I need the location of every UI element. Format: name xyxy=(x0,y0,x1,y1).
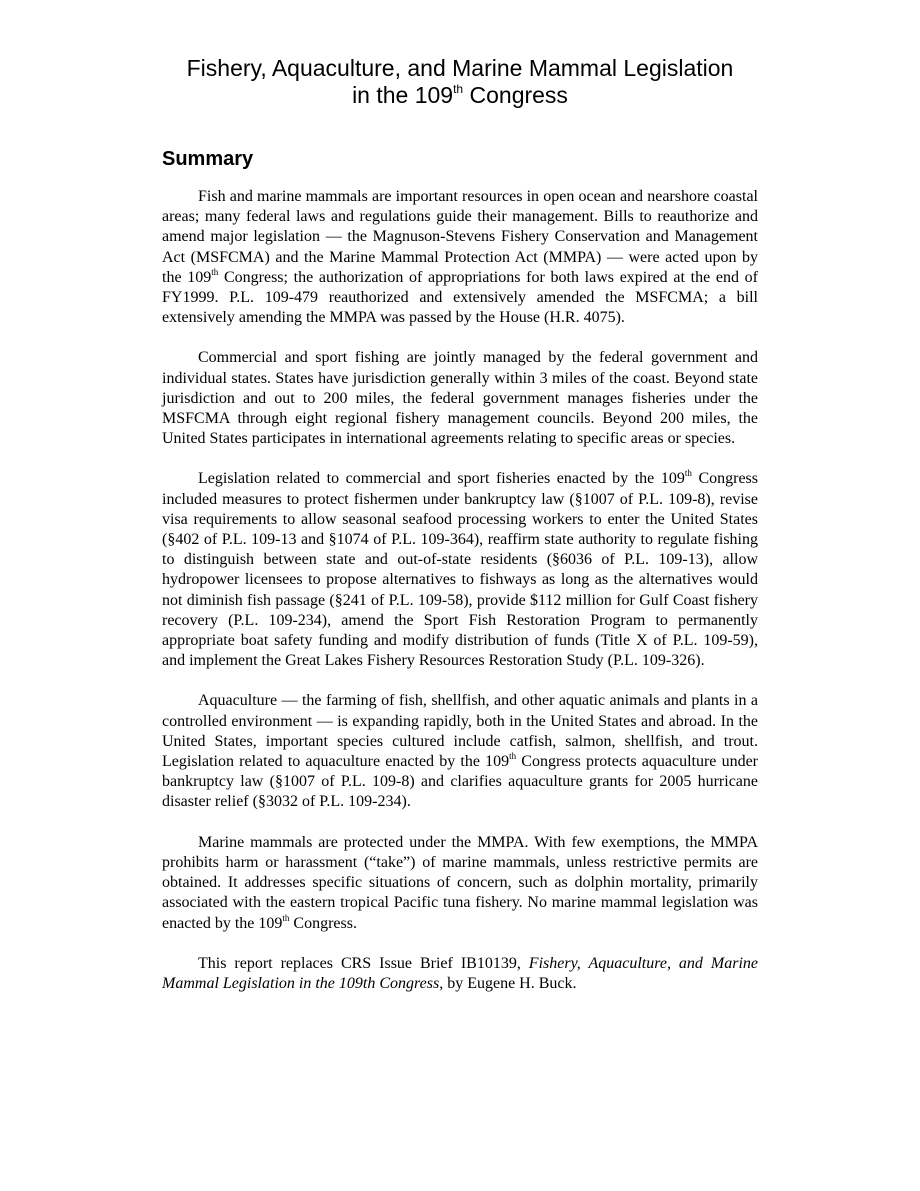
paragraph-3 xyxy=(162,469,758,671)
document-page xyxy=(162,0,758,1014)
title-line-2-end: Congress xyxy=(463,82,568,108)
paragraph-4-text-b: Congress protects aquaculture under bankruptcy law (§1007 of P.L. 109-8) and clarifies aquaculture grants for 2005 hurricane disaster relief (§3032 of P.L. 109-234). xyxy=(162,753,758,811)
paragraph-1 xyxy=(162,187,758,328)
report-title xyxy=(162,55,758,109)
paragraph-2: Commercial and sport fishing are jointly managed by the federal government and individual states. States have jurisdiction generally within 3 miles of the coast. Beyond state jurisdiction and out to 200 miles, the federal government manages fisheries under the MSFCMA through eight regional fishery management councils. Beyond 200 miles, the United States participates in international agreements relating to specific areas or species. xyxy=(162,349,758,448)
title-superscript: th xyxy=(453,82,464,96)
paragraph-3-text-b: Congress included measures to protect fishermen under bankruptcy law (§1007 of P.L. 109-8), revise visa requirements to allow seasonal seafood processing workers to enter the United States (§402 of P.L. 109-13 and §1074 of P.L. 109-364), reaffirm state authority to regulate fishing to distinguish between state and out-of-state residents (§6036 of P.L. 109-13), allow hydropower licensees to propose alternatives to fishways as long as the alternatives would not diminish fish passage (§241 of P.L. 109-58), provide $112 million for Gulf Coast fishery recovery (P.L. 109-234), amend the Sport Fish Restoration Program to permanently appropriate boat safety funding and modify distribution of funds (Title X of P.L. 109-59), and implement the Great Lakes Fishery Resources Restoration Study (P.L. 109-326). xyxy=(162,470,758,670)
paragraph-5 xyxy=(162,833,758,934)
title-line-2-start: in the 109 xyxy=(352,82,454,108)
paragraph-5-text-a: Marine mammals are protected under the MMPA. With few exemptions, the MMPA prohibits harm or harassment (“take”) of marine mammals, unless restrictive permits are obtained. It addresses specific situations of concern, such as dolphin mortality, primarily associated with the eastern tropical Pacific tuna fishery. No marine mammal legislation was enacted by the 109 xyxy=(162,833,758,932)
paragraph-4-superscript: th xyxy=(509,751,517,762)
paragraph-3-superscript: th xyxy=(684,468,692,479)
paragraph-4-text-a: Aquaculture — the farming of fish, shellfish, and other aquatic animals and plants in a controlled environment — is expanding rapidly, both in the United States and abroad. In the United States, important species cultured include catfish, salmon, shellfish, and trout. Legislation related to aquaculture enacted by the 109 xyxy=(162,692,758,771)
paragraph-1-text-a: Fish and marine mammals are important resources in open ocean and nearshore coastal areas; many federal laws and regulations guide their management. Bills to reauthorize and amend major legislation — the Magnuson-Stevens Fishery Conservation and Management Act (MSFCMA) and the Marine Mammal Protection Act (MMPA) — were acted upon by the 109 xyxy=(162,188,758,286)
cited-report-title: Fishery, Aquaculture, and Marine Mammal Legislation in the 109th Congress xyxy=(162,954,758,992)
title-line-1: Fishery, Aquaculture, and Marine Mammal Legislation xyxy=(186,55,734,81)
paragraph-5-superscript: th xyxy=(282,912,290,923)
summary-body xyxy=(162,187,758,994)
paragraph-6-text-b: , by Eugene H. Buck. xyxy=(439,974,577,992)
paragraph-5-text-b: Congress. xyxy=(289,914,357,932)
paragraph-6-text-a: This report replaces CRS Issue Brief IB10139, xyxy=(198,954,529,972)
paragraph-1-superscript: th xyxy=(211,266,219,277)
paragraph-1-text-b: Congress; the authorization of appropriations for both laws expired at the end of FY1999. P.L. 109-479 reauthorized and extensively amended the MSFCMA; a bill extensively amending the MMPA was passed by the House (H.R. 4075). xyxy=(162,268,759,327)
section-heading: Summary xyxy=(162,148,254,170)
paragraph-4 xyxy=(162,691,758,812)
title-line-2 xyxy=(162,82,758,109)
paragraph-6 xyxy=(162,954,758,994)
paragraph-3-text-a: Legislation related to commercial and sport fisheries enacted by the 109 xyxy=(198,470,685,488)
